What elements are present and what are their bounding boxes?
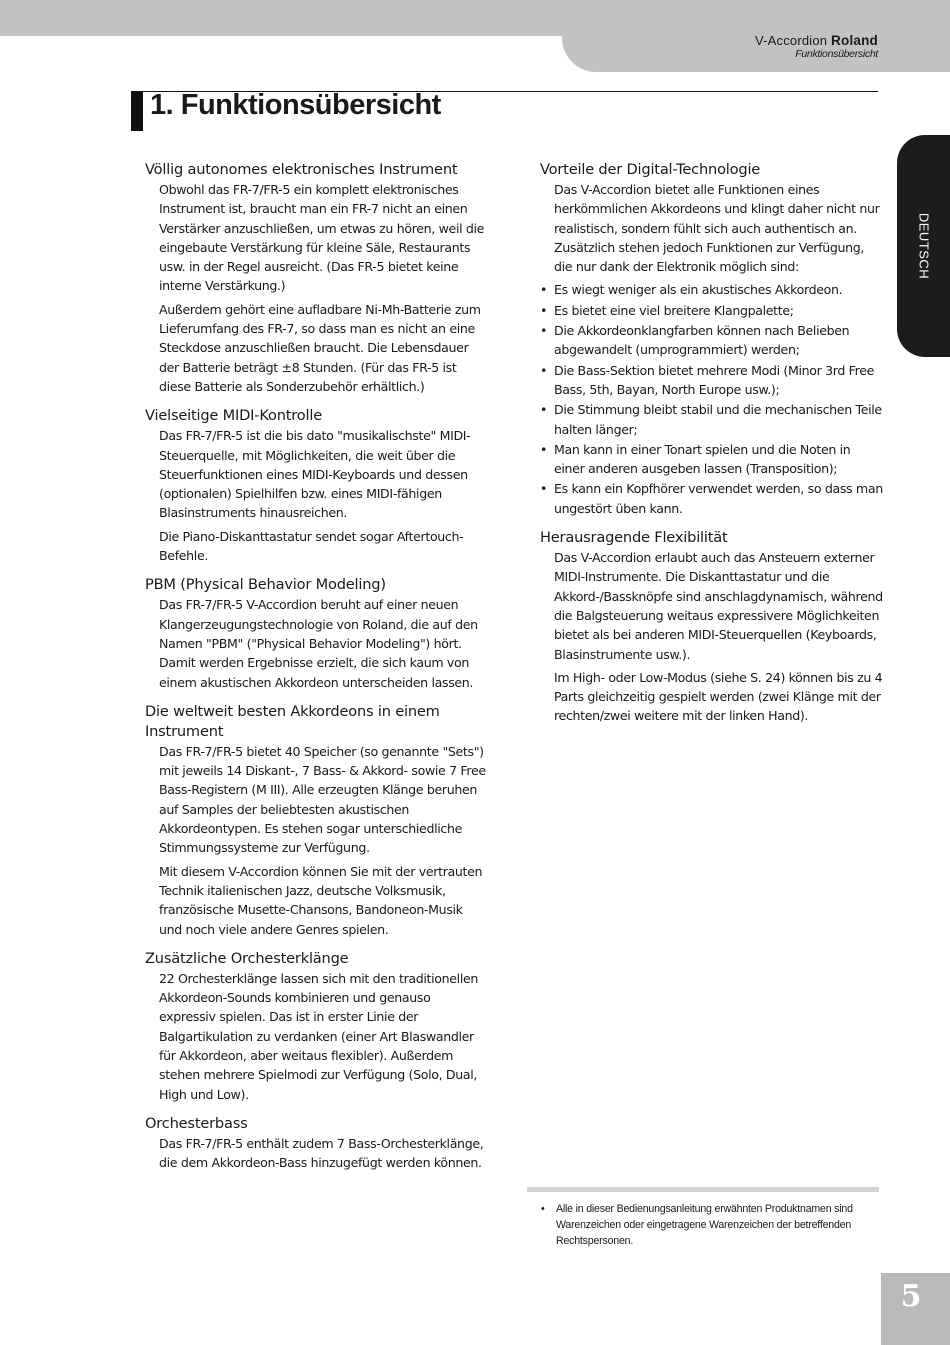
section-paragraph: Mit diesem V-Accordion können Sie mit der vertrauten Technik italienischen Jazz, deutsche Volksmusik, französische Musette-Chansons, Bandoneon-Musik und noch viele andere Genres spielen.	[159, 863, 483, 937]
section-paragraph: Obwohl das FR-7/FR-5 ein komplett elektronisches Instrument ist, braucht man ein FR-7 nicht an einen Verstärker anzuschließen, um etwas zu hören, weil die eingebaute Verstärkung für kleine Säle, Restaurants usw. in der Regel ausreicht. (Das FR-5 bietet keine interne Verstärkung.)	[159, 182, 485, 294]
section-paragraph: Das V-Accordion bietet alle Funktionen eines herkömmlichen Akkordeons und klingt daher nicht nur realistisch, sondern fühlt sich auch authentisch an. Zusätzlich stehen jedoch Funktionen zur Verfügung, die nur dank der Elektronik möglich sind:	[554, 182, 880, 275]
section-paragraph: Das V-Accordion erlaubt auch das Ansteuern externer MIDI-Instrumente. Die Diskanttastatur und die Akkord-/Bassknöpfe sind anschlagdynamisch, während die Balgsteuerung weitaus expressivere Möglichkeiten bietet als bei anderen MIDI-Steuerquellen (Keyboards, Blasinstrumente usw.).	[554, 550, 883, 662]
language-tab-label: DEUTSCH	[916, 212, 931, 280]
footnote-rule	[527, 1187, 879, 1192]
section-paragraph: Das FR-7/FR-5 ist die bis dato "musikalischste" MIDI-Steuerquelle, mit Möglichkeiten, die weit über die Steuerfunktionen eines MIDI-Keyboards und dessen (optionalen) Spielhilfen bzw. eines MIDI-fähigen Blasinstruments hinausreichen.	[159, 428, 471, 521]
section-paragraph: Außerdem gehört eine aufladbare Ni-Mh-Batterie zum Lieferumfang des FR-7, so dass man es nicht an eine Steckdose anzuschließen braucht. Die Lebensdauer der Batterie beträgt ±8 Stunden. (Für das FR-5 ist diese Batterie als Sonderzubehör erhältlich.)	[159, 301, 481, 394]
section	[145, 949, 489, 1104]
section	[145, 1114, 489, 1173]
page-number-box	[881, 1273, 950, 1345]
section	[540, 160, 884, 518]
bullet-item: • Man kann in einer Tonart spielen und die Noten in einer anderen ausgeben lassen (Transposition);	[540, 440, 884, 479]
section-heading: Herausragende Flexibilität	[540, 529, 728, 547]
section	[145, 702, 489, 939]
bullet-item: • Es bietet eine viel breitere Klangpalette;	[540, 301, 884, 320]
chapter-marker	[131, 91, 143, 131]
section-paragraph: 22 Orchesterklänge lassen sich mit den traditionellen Akkordeon-Sounds kombinieren und genauso expressiv spielen. Das ist in erster Linie der Balgartikulation zu verdanken (einer Art Blaswandler für Akkordeon, aber weitaus flexibler). Außerdem stehen mehrere Spielmodi zur Verfügung (Solo, Dual, High und Low).	[159, 970, 479, 1102]
section-heading: Zusätzliche Orchesterklänge	[145, 949, 349, 967]
header-tab	[562, 0, 950, 72]
section-paragraph: Das FR-7/FR-5 bietet 40 Speicher (so genannte "Sets") mit jeweils 14 Diskant-, 7 Bass- & Akkord- sowie 7 Free Bass-Registern (M III). Alle erzeugten Klänge beruhen auf Samples der beliebtesten akustischen Akkordeontypen. Es stehen sogar unterschiedliche Stimmungssysteme zur Verfügung.	[159, 743, 486, 856]
bullet-item: • Die Akkordeonklangfarben können nach Belieben abgewandelt (umprogrammiert) werden;	[540, 321, 884, 360]
bullet-item: • Es kann ein Kopfhörer verwendet werden, so dass man ungestört üben kann.	[540, 479, 884, 518]
bullet-item: • Es wiegt weniger als ein akustisches Akkordeon.	[540, 280, 884, 299]
bullet-list	[540, 280, 884, 518]
section	[145, 575, 489, 691]
section-paragraph: Im High- oder Low-Modus (siehe S. 24) können bis zu 4 Parts gleichzeitig gespielt werden (zwei Klänge mit der rechten/zwei weitere mit der linken Hand).	[554, 669, 883, 724]
section-heading: Die weltweit besten Akkordeons in einem Instrument	[145, 702, 440, 740]
section	[540, 528, 884, 726]
bullet-item: • Die Bass-Sektion bietet mehrere Modi (Minor 3rd Free Bass, 5th, Bayan, North Europe usw.);	[540, 361, 884, 400]
language-tab	[897, 135, 950, 357]
section	[145, 406, 489, 565]
section-heading: Vorteile der Digital-Technologie	[540, 161, 761, 178]
section	[145, 160, 489, 396]
section-paragraph: Die Piano-Diskanttastatur sendet sogar Aftertouch-Befehle.	[159, 528, 464, 564]
header-product-title	[755, 33, 878, 48]
left-column	[145, 160, 489, 1182]
section-heading: Vielseitige MIDI-Kontrolle	[145, 407, 322, 425]
section-paragraph: Das FR-7/FR-5 V-Accordion beruht auf einer neuen Klangerzeugungstechnologie von Roland, die auf den Namen "PBM" ("Physical Behavior Modeling") hört. Damit werden Ergebnisse erzielt, die sich kaum von einem akustischen Akkordeon unterscheiden lassen.	[159, 597, 478, 690]
footnote-bullet: •	[541, 1203, 545, 1215]
footnote-text: Alle in dieser Bedienungsanleitung erwähnten Produktnamen sind Warenzeichen oder eingetragene Warenzeichen der betreffenden Rechtspersonen.	[556, 1203, 853, 1247]
chapter-title: 1. Funktionsübersicht	[150, 89, 441, 121]
page-number: 5	[900, 1279, 922, 1314]
section-heading: PBM (Physical Behavior Modeling)	[145, 576, 386, 594]
right-column	[540, 160, 884, 736]
header-section: Funktionsübersicht	[795, 48, 878, 60]
header-product: V-Accordion	[754, 33, 828, 48]
section-paragraph: Das FR-7/FR-5 enthält zudem 7 Bass-Orchesterklänge, die dem Akkordeon-Bass hinzugefügt werden können.	[159, 1135, 484, 1171]
header-brand: Roland	[831, 33, 878, 48]
section-heading: Orchesterbass	[145, 1114, 248, 1132]
bullet-item: • Die Stimmung bleibt stabil und die mechanischen Teile halten länger;	[540, 400, 884, 439]
section-heading: Völlig autonomes elektronisches Instrument	[145, 161, 458, 178]
footnote	[541, 1201, 881, 1249]
